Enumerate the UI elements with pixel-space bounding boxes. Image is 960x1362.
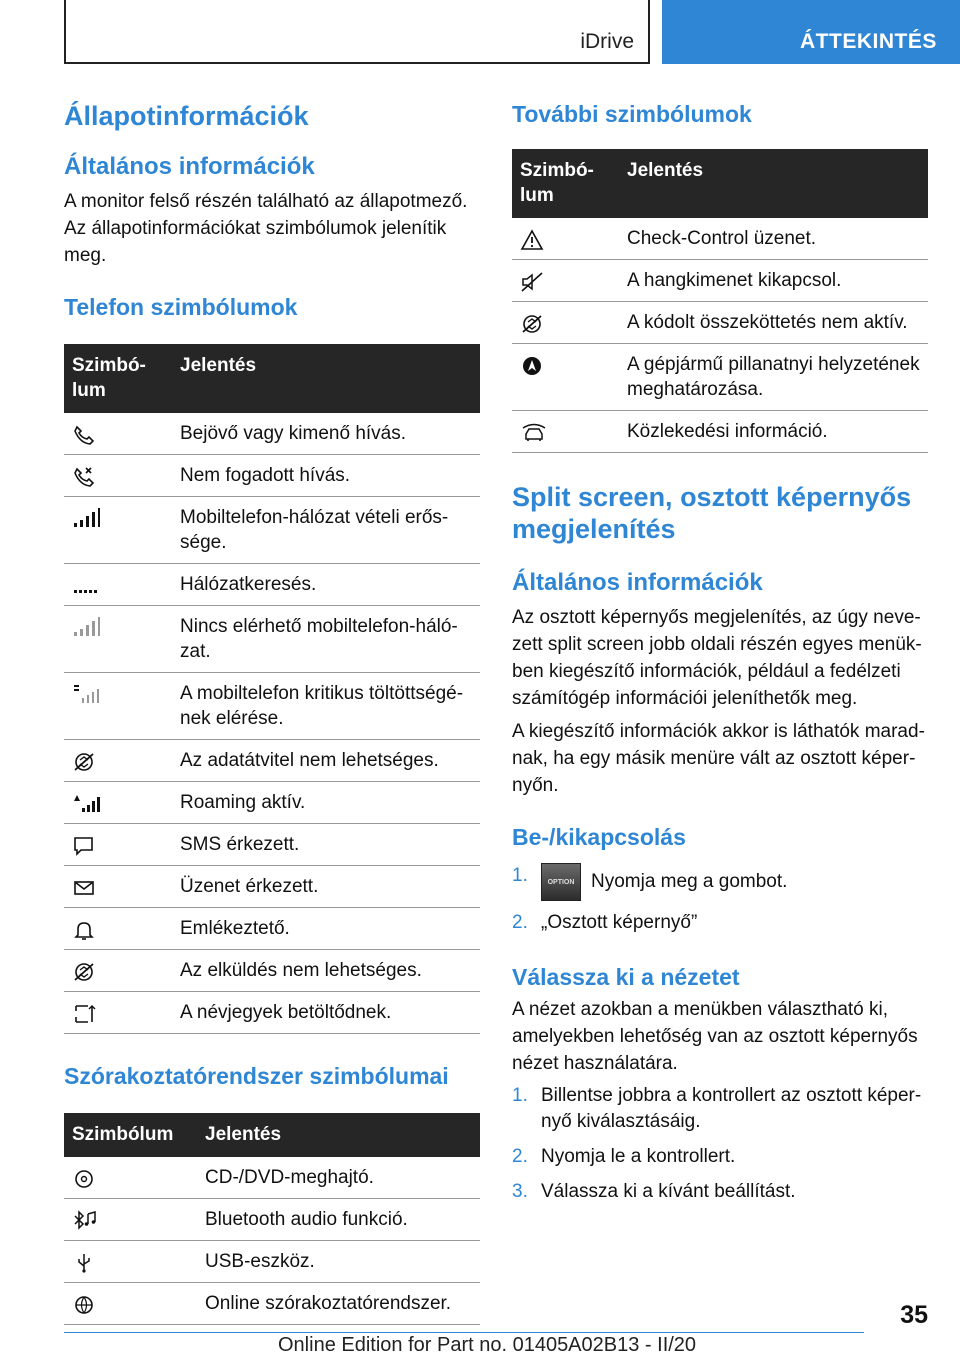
phone-row-text: Emlékeztető. [172,908,480,950]
roaming-icon [72,793,100,813]
more-row-text: A hangkimenet kikapcsol. [619,259,928,301]
phone-row-text: A névjegyek betöltődnek. [172,992,480,1034]
split-screen-heading: Split screen, osztott képernyős megjelenítés [512,481,912,545]
ent-row-text: Bluetooth audio funkció. [197,1198,480,1240]
entertainment-heading: Szórakoztatórendszer szimbólumai [64,1063,449,1090]
traffic-info-icon [520,422,548,444]
table-row [64,1282,480,1324]
email-icon [72,877,96,899]
usb-icon [72,1252,96,1274]
more-row-text: Check-Control üzenet. [619,218,928,260]
ent-row-text: CD-/DVD-meghajtó. [197,1157,480,1199]
mute-icon [520,271,544,293]
footer-edition: Online Edition for Part no. 01405A02B13 - II/20 [278,1334,697,1356]
more-row-text: A gépjármű pillanatnyi helyzetének meghatározása. [619,343,928,410]
phone-row-text: A mobiltelefon kritikus töltöttségé-nek elérése. [172,673,480,740]
table-row [64,673,480,740]
network-search-icon [72,575,100,595]
option-button[interactable]: OPTION [541,863,581,901]
tab-label: ÁTTEKINTÉS [800,30,937,53]
table-row [64,564,480,606]
phone-row-text: SMS érkezett. [172,824,480,866]
table-row [512,301,928,343]
table-row [512,343,928,410]
tab-attekintes[interactable] [662,0,960,64]
more-row-text: Közlekedési információ. [619,410,928,452]
table-row [64,455,480,497]
signal-strength-icon [72,508,100,528]
bluetooth-audio-icon [72,1210,98,1232]
split-paragraph-1: Az osztott képernyős megjelenítés, az úgy neve-zett split screen jobb oldali részén egyes menük-ben kiegészítő információk, például a fedélzeti számítógép információi jeleníthetők meg. [512,606,922,709]
warning-triangle-icon [520,229,544,251]
missed-call-icon [72,466,96,488]
ent-col-meaning: Jelentés [197,1113,480,1157]
list-item: 1. OPTION Nyomja meg a gombot. [512,863,928,901]
table-row [64,824,480,866]
bell-icon [72,919,96,941]
table-row [64,740,480,782]
table-row [64,1240,480,1282]
location-icon [520,355,544,377]
general-heading: Általános információk [64,153,315,181]
more-row-text: A kódolt összeköttetés nem aktív. [619,301,928,343]
cd-icon [72,1168,96,1190]
sms-icon [72,835,96,857]
split-general-heading: Általános információk [512,568,763,596]
table-row [64,497,480,564]
table-row [64,413,480,455]
phone-heading: Telefon szimbólumok [64,294,298,321]
contacts-loading-icon [72,1003,96,1025]
phone-row-text: Roaming aktív. [172,782,480,824]
phone-row-text: Nincs elérhető mobiltelefon-háló-zat. [172,606,480,673]
table-row [512,410,928,452]
list-item: 1. Billentse jobbra a kontrollert az osztott képer-nyő kiválasztásáig. [512,1085,922,1133]
phone-row-text: Az elküldés nem lehetséges. [172,950,480,992]
no-network-icon [72,617,100,637]
split-paragraph-2: A kiegészítő információk akkor is láthatók marad-nak, ha egy másik menüre vált az osztott képer-nyőn. [512,720,925,796]
online-entertainment-icon [72,1294,96,1316]
general-text: A monitor felső részén található az állapotmező. Az állapotinformációkat szimbólumok jelenítik meg. [64,191,468,267]
phone-row-text: Az adatátvitel nem lehetséges. [172,740,480,782]
left-column [64,100,480,1325]
phone-row-text: Üzenet érkezett. [172,866,480,908]
no-data-icon [72,751,96,773]
footer-divider [64,1332,864,1333]
page-number: 35 [900,1301,928,1329]
view-steps [512,1083,928,1205]
ent-row-text: USB-eszköz. [197,1240,480,1282]
onoff-heading: Be-/kikapcsolás [512,823,686,850]
list-item: 3. Válassza ki a kívánt beállítást. [512,1181,796,1203]
table-row [64,1198,480,1240]
onoff-steps [512,863,928,936]
list-item: 2. Nyomja le a kontrollert. [512,1146,736,1168]
entertainment-symbols-table [64,1113,480,1325]
header-section: iDrive [580,30,634,53]
table-row [64,950,480,992]
phone-row-text: Hálózatkeresés. [172,564,480,606]
phone-col-meaning: Jelentés [172,344,480,413]
right-column [512,100,928,1214]
phone-col-symbol: Szimbó-lum [64,344,172,413]
more-symbols-table [512,149,928,453]
page-title: Állapotinformációk [64,101,309,131]
ent-col-symbol: Szimbólum [64,1113,197,1157]
phone-call-icon [72,424,96,446]
encrypted-off-icon [520,313,544,335]
phone-row-text: Nem fogadott hívás. [172,455,480,497]
view-heading: Válassza ki a nézetet [512,964,740,991]
table-row [64,1157,480,1199]
list-item: 2. „Osztott képernyő” [512,912,698,934]
send-failed-icon [72,961,96,983]
ent-row-text: Online szórakoztatórendszer. [197,1282,480,1324]
more-symbols-heading: További szimbólumok [512,101,752,127]
table-row [512,218,928,260]
phone-symbols-table [64,344,480,1034]
battery-critical-icon [72,684,100,704]
table-row [64,782,480,824]
more-col-symbol: Szimbó-lum [512,149,619,218]
table-row [64,866,480,908]
table-row [512,259,928,301]
phone-row-text: Bejövő vagy kimenő hívás. [172,413,480,455]
view-text: A nézet azokban a menükben választható ki, amelyekben lehetőség van az osztott képernyős nézet használatára. [512,999,918,1075]
table-row [64,606,480,673]
table-row [64,908,480,950]
phone-row-text: Mobiltelefon-hálózat vételi erős-sége. [172,497,480,564]
table-row [64,992,480,1034]
header-box [64,0,650,64]
more-col-meaning: Jelentés [619,149,928,218]
